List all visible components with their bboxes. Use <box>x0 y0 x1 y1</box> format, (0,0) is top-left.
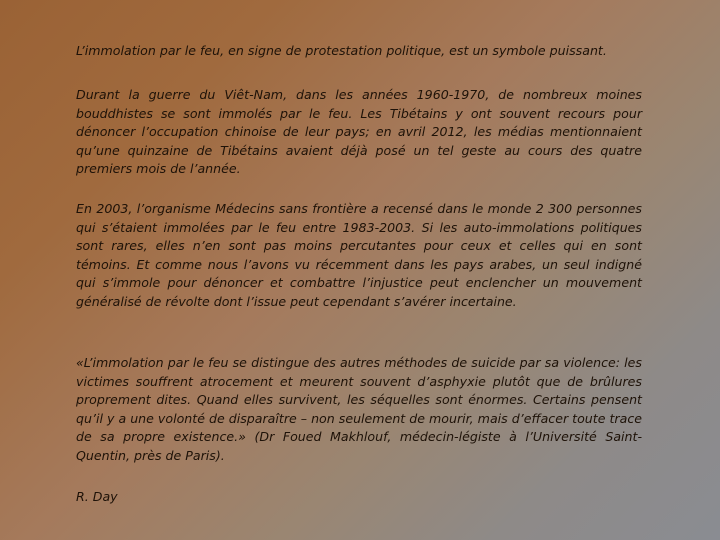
quote-paragraph: «L’immolation par le feu se distingue des autres méthodes de suicide par sa violence: les victimes souffrent atrocement et meurent souvent d’asphyxie plutôt que de brûlures proprement dites. Quand elles survivent, les séquelles sont énormes. Certains pensent qu’il y a une volonté de disparaître – non seulement de mourir, mais d’effacer toute trace de sa propre existence.» (Dr Foued Makhlouf, médecin-légiste à l’Université Saint-Quentin, près de Paris). <box>76 355 642 463</box>
paragraph-vietnam-tibet: Durant la guerre du Viêt-Nam, dans les années 1960-1970, de nombreux moines bouddhistes se sont immolés par le feu. Les Tibétains y ont souvent recours pour dénoncer l’occupation chinoise de leur pays; en avril 2012, les médias mentionnaient qu’une quinzaine de Tibétains avaient déjà posé un tel geste au cours des quatre premiers mois de l’année. <box>76 87 642 176</box>
intro-sentence: L’immolation par le feu, en signe de protestation politique, est un symbole puissant. <box>76 43 607 58</box>
signature: R. Day <box>76 489 118 504</box>
paragraph-msf-statistics: En 2003, l’organisme Médecins sans frontière a recensé dans le monde 2 300 personnes qui s’étaient immolées par le feu entre 1983-2003. Si les auto-immolations politiques sont rares, elles n’en sont pas moins percutantes pour ceux et celles qui en sont témoins. Et comme nous l’avons vu récemment dans les pays arabes, un seul indigné qui s’immole pour dénoncer et combattre l’injustice peut enclencher un mouvement généralisé de révolte dont l’issue peut cependant s’avérer incertaine. <box>76 201 642 309</box>
